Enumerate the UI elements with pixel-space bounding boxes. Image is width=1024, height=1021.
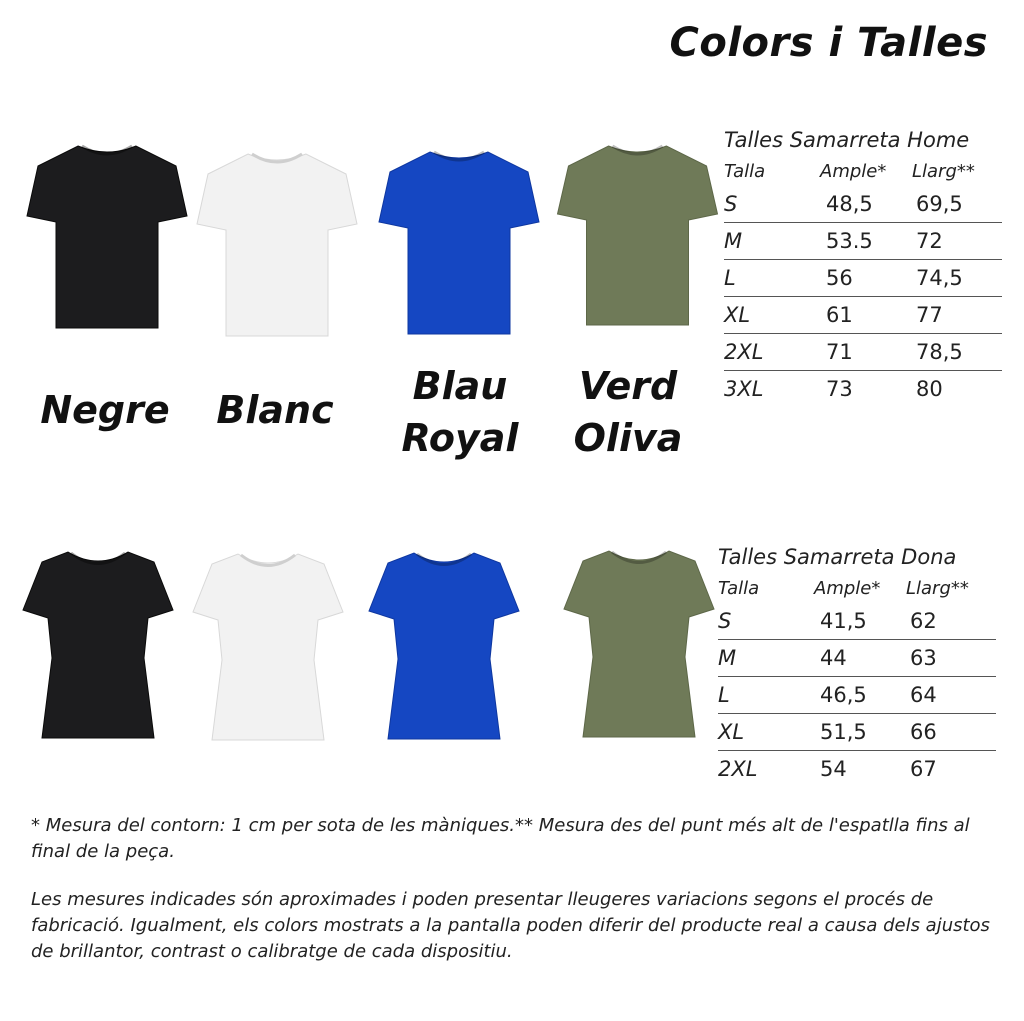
table-row: 3XL 73 80 xyxy=(724,377,943,401)
header-width: Ample* xyxy=(814,577,881,599)
table-row: XL 51,5 66 xyxy=(718,714,996,751)
header-size: Talla xyxy=(724,160,766,182)
table-row: S 48,5 69,5 xyxy=(724,186,1002,223)
header-width: Ample* xyxy=(820,160,887,182)
table-row: M 44 63 xyxy=(718,640,996,677)
table-row: L 46,5 64 xyxy=(718,677,996,714)
table-row: XL 61 77 xyxy=(724,297,1002,334)
table-row: 2XL 71 78,5 xyxy=(724,334,1002,371)
table-row: M 53.5 72 xyxy=(724,223,1002,260)
disclaimer-note: Les mesures indicades són aproximades i poden presentar lleugeres variacions segons el procés de fabricació. Igualment, els colors mostrats a la pantalla poden diferir del producte real a causa dels ajustos de brillantor, contrast o calibratge de cada dispositiu. xyxy=(31,889,990,962)
header-size: Talla xyxy=(718,577,760,599)
page-title: Colors i Talles xyxy=(669,20,988,66)
color-name-white: Blanc xyxy=(216,388,334,432)
color-name-royal-blue: Blau Royal xyxy=(401,364,519,460)
table-row: L 56 74,5 xyxy=(724,260,1002,297)
tshirt-women-olive-green xyxy=(563,547,715,739)
tshirt-men-royal-blue xyxy=(378,144,540,339)
tshirt-men-olive-green xyxy=(555,140,720,330)
table-row: S 41,5 62 xyxy=(718,603,996,640)
tshirt-women-royal-blue xyxy=(368,549,520,741)
table-row: 2XL 54 67 xyxy=(718,757,937,781)
men-size-table-title: Talles Samarreta Home xyxy=(724,128,970,152)
header-length: Llarg** xyxy=(906,577,969,599)
tshirt-men-black xyxy=(26,138,188,333)
color-name-black: Negre xyxy=(40,388,170,432)
tshirt-men-white xyxy=(196,146,358,341)
women-size-table xyxy=(718,545,996,787)
header-length: Llarg** xyxy=(912,160,975,182)
tshirt-women-white xyxy=(192,550,344,742)
women-size-table-title: Talles Samarreta Dona xyxy=(718,545,957,569)
tshirt-women-black xyxy=(22,548,174,740)
men-size-table xyxy=(724,128,1002,407)
measurement-note: * Mesura del contorn: 1 cm per sota de les màniques.** Mesura des del punt més alt de l'espatlla fins al final de la peça. xyxy=(31,815,970,862)
color-name-olive-green: Verd Oliva xyxy=(573,364,683,460)
